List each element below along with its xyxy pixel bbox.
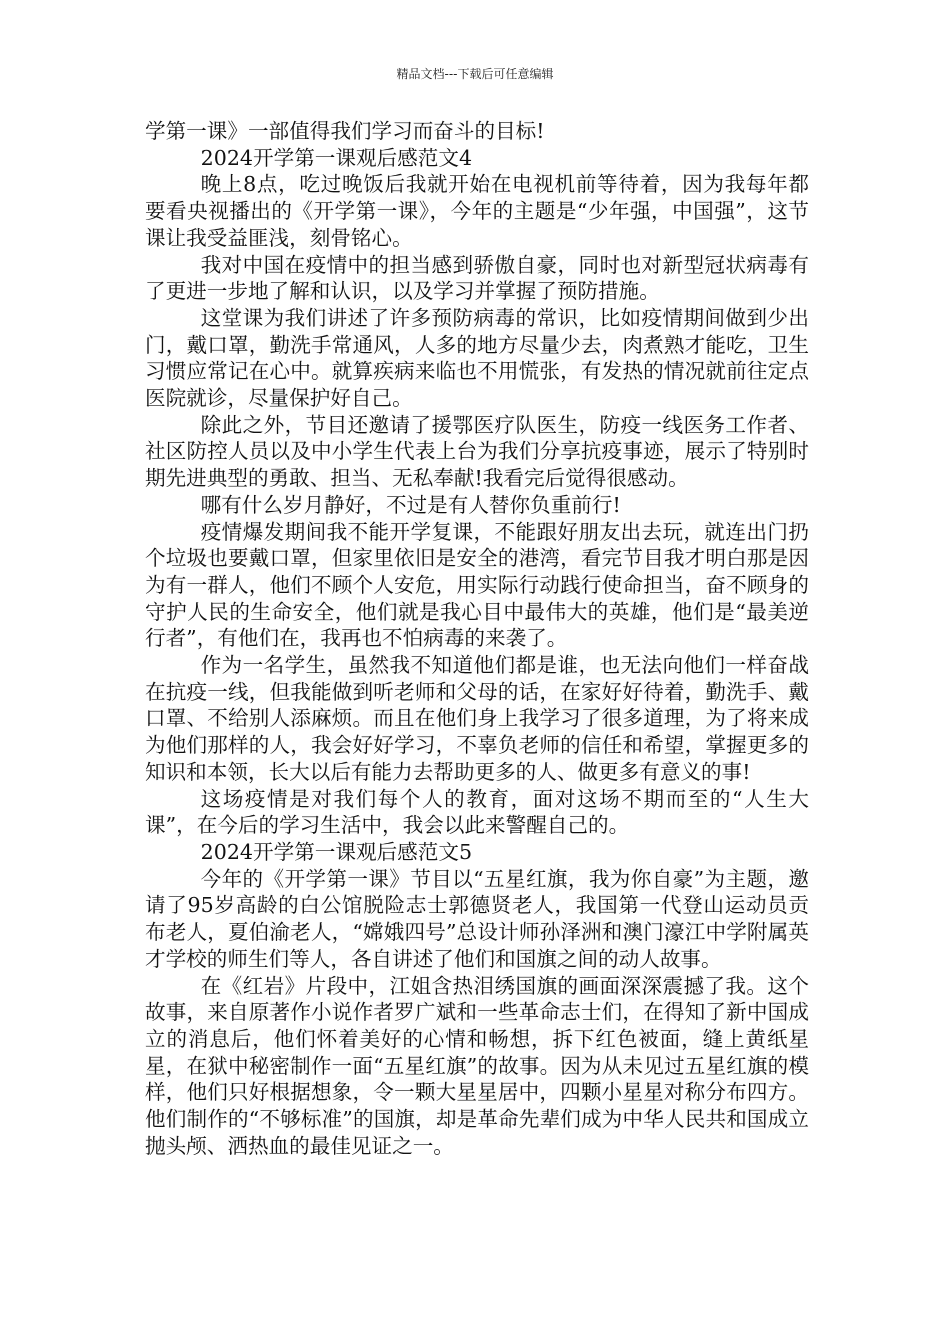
paragraph: 除此之外，节目还邀请了援鄂医疗队医生，防疫一线医务工作者、社区防控人员以及中小学生代表上台为我们分享抗疫事迹，展示了特别时期先进典型的勇敢、担当、无私奉献!我看完后觉得很感动。 [145, 412, 809, 491]
paragraph: 作为一名学生，虽然我不知道他们都是谁，也无法向他们一样奋战在抗疫一线，但我能做到听老师和父母的话，在家好好待着，勤洗手、戴口罩、不给别人添麻烦。而且在他们身上我学习了很多道理，为了将来成为他们那样的人，我会好好学习，不辜负老师的信任和希望，掌握更多的知识和本领，长大以后有能力去帮助更多的人、做更多有意义的事! [145, 653, 809, 784]
document-body [145, 118, 809, 1159]
section-heading-5: 2024开学第一课观后感范文5 [200, 839, 473, 864]
paragraph: 在《红岩》片段中，江姐含热泪绣国旗的画面深深震撼了我。这个故事，来自原著作小说作者罗广斌和一些革命志士们，在得知了新中国成立的消息后，他们怀着美好的心情和畅想，拆下红色被面，缝上黄纸星星，在狱中秘密制作一面“五星红旗”的故事。因为从未见过五星红旗的模样，他们只好根据想象，令一颗大星星居中，四颗小星星对称分布四方。他们制作的“不够标准”的国旗，却是革命先辈们成为中华人民共和国成立抛头颅、洒热血的最佳见证之一。 [145, 973, 809, 1158]
paragraph: 我对中国在疫情中的担当感到骄傲自豪，同时也对新型冠状病毒有了更进一步地了解和认识，以及学习并掌握了预防措施。 [145, 252, 809, 304]
section-heading-4: 2024开学第一课观后感范文4 [200, 145, 473, 170]
paragraph: 晚上8点，吃过晚饭后我就开始在电视机前等待着，因为我每年都要看央视播出的《开学第一课》，今年的主题是“少年强，中国强”，这节课让我受益匪浅，刻骨铭心。 [145, 172, 809, 250]
paragraph: 疫情爆发期间我不能开学复课，不能跟好朋友出去玩，就连出门扔个垃圾也要戴口罩，但家里依旧是安全的港湾，看完节目我才明白那是因为有一群人，他们不顾个人安危，用实际行动践行使命担当，奋不顾身的守护人民的生命安全，他们就是我心目中最伟大的英雄，他们是“最美逆行者”，有他们在，我再也不怕病毒的来袭了。 [145, 519, 809, 651]
paragraph: 这场疫情是对我们每个人的教育，面对这场不期而至的“人生大课”，在今后的学习生活中，我会以此来警醒自己的。 [145, 786, 809, 838]
page-header: 精品文档---下载后可任意编辑 [396, 67, 554, 81]
paragraph: 今年的《开学第一课》节目以“五星红旗，我为你自豪”为主题，邀请了95岁高龄的白公馆脱险志士郭德贤老人，我国第一代登山运动员贡布老人，夏伯渝老人，“嫦娥四号”总设计师孙泽洲和澳门濠江中学附属英才学校的师生们等人，各自讲述了他们和国旗之间的动人故事。 [145, 866, 809, 971]
paragraph: 这堂课为我们讲述了许多预防病毒的常识，比如疫情期间做到少出门，戴口罩，勤洗手常通风，人多的地方尽量少去，肉煮熟才能吃，卫生习惯应常记在心中。就算疾病来临也不用慌张，有发热的情况就前往定点医院就诊，尽量保护好自己。 [145, 305, 809, 411]
paragraph-continuation: 学第一课》一部值得我们学习而奋斗的目标! [145, 119, 545, 143]
paragraph: 哪有什么岁月静好，不过是有人替你负重前行! [200, 492, 621, 517]
